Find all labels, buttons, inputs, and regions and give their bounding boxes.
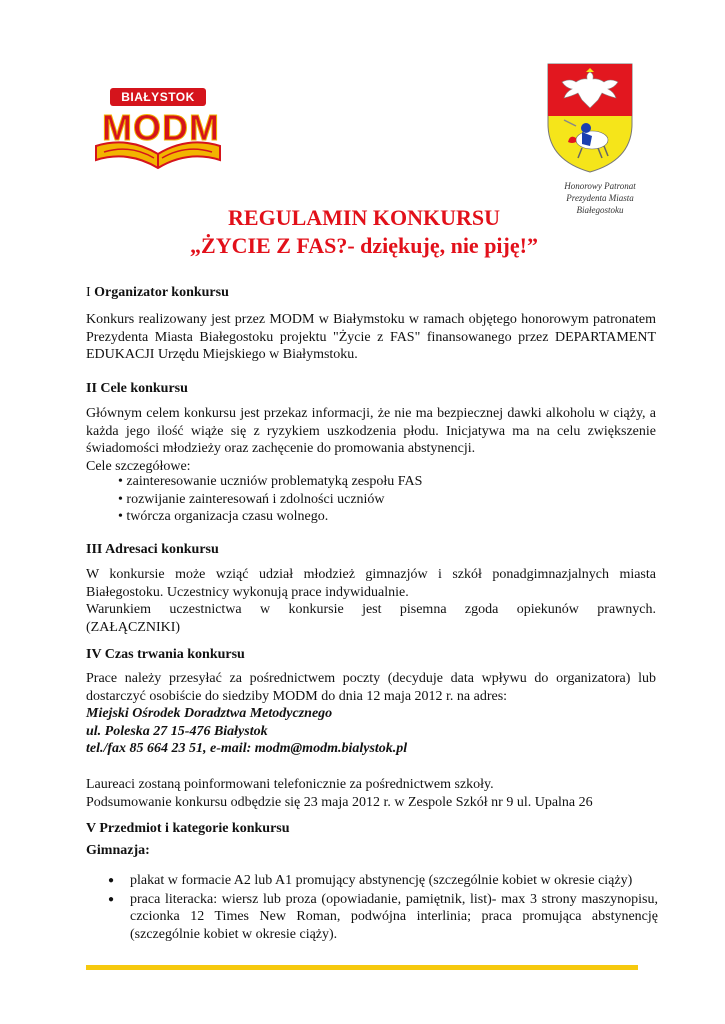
goals-sub-heading: Cele szczegółowe: xyxy=(86,459,191,474)
list-item: • twórcza organizacja czasu wolnego. xyxy=(118,509,329,524)
list-item: • rozwijanie zainteresowań i zdolności uczniów xyxy=(118,491,385,507)
section-heading-duration: IV Czas trwania konkursu xyxy=(86,647,245,662)
goals-list xyxy=(118,473,618,526)
section-notes: Laureaci zostaną poinformowani telefonicznie za pośrednictwem szkoły. Podsumowanie konkursu odbędzie się 23 maja 2012 r. w Zespole Szkół nr 9 ul. Upalna 26 xyxy=(86,777,593,810)
honorary-patronage-note: Honorowy Patronat Prezydenta Miasta Białegostoku xyxy=(564,181,636,215)
section-body-goals: Głównym celem konkursu jest przekaz informacji, że nie ma bezpiecznej dawki alkoholu w ciąży, a każda jego ilość wiąże się z ryzykiem uszkodzenia płodu. Inicjatywa ma na celu zwiększenie świadomości młodzieży oraz zachęcenie do promowania abstynencji. xyxy=(86,406,656,456)
logo-name: MODM xyxy=(102,107,220,148)
bialystok-coat-of-arms xyxy=(546,62,634,174)
category-list xyxy=(100,872,658,944)
footer-divider xyxy=(86,965,638,970)
bullet-icon: ● xyxy=(108,893,115,905)
section-body-organizer: Konkurs realizowany jest przez MODM w Białymstoku w ramach objętego honorowym patronatem Prezydenta Miasta Białegostoku projektu "Życie z FAS" finansowanego przez DEPARTAMENT EDUKACJI Urzędu Miejskiego w Białymstoku. xyxy=(86,312,656,362)
bullet-icon: ● xyxy=(108,875,115,886)
section-body-consent: Warunkiem uczestnictwa w konkursie jest pisemna zgoda opiekunów prawnych. (ZAŁĄCZNIKI) xyxy=(86,602,656,635)
section-heading-organizer: I Organizator konkursu xyxy=(86,285,229,300)
open-book-icon xyxy=(90,132,226,178)
list-item: ● plakat w formacie A2 lub A1 promujący abstynencję (szczególnie kobiet w okresie ciąży) xyxy=(108,873,633,888)
address-line-1: Miejski Ośrodek Doradztwa Metodycznego xyxy=(86,706,333,721)
section-body-duration: Prace należy przesyłać za pośrednictwem poczty (decyduje data wpływu do organizatora) lub dostarczyć osobiście do siedziby MODM do dnia 12 maja 2012 r. na adres: xyxy=(86,671,656,704)
address-line-3: tel./fax 85 664 23 51, e-mail: modm@modm.bialystok.pl xyxy=(86,741,408,756)
bullet-icon: • xyxy=(118,474,123,489)
section-heading-audience: III Adresaci konkursu xyxy=(86,542,219,557)
bullet-icon: • xyxy=(118,509,123,524)
section-heading-goals: II Cele konkursu xyxy=(86,381,188,396)
modm-logo xyxy=(90,88,226,178)
section-heading-categories: V Przedmiot i kategorie konkursu xyxy=(86,821,290,836)
bullet-icon: • xyxy=(118,491,123,507)
category-group-gimnazja: Gimnazja: xyxy=(86,843,150,858)
list-item: • zainteresowanie uczniów problematyką zespołu FAS xyxy=(118,474,423,489)
list-item: ● praca literacka: wiersz lub proza (opowiadanie, pamiętnik, list)- max 3 strony maszynopisu, czcionka 12 Times New Roman, podwójna interlinia; praca promująca abstynencję (szczególnie kobiet w okresie ciąży). xyxy=(108,891,658,942)
title-line-2: „ŻYCIE Z FAS?- dziękuję, nie piję!” xyxy=(190,233,538,258)
document-title xyxy=(90,204,638,260)
organizer-address xyxy=(86,705,656,758)
title-line-1: REGULAMIN KONKURSU xyxy=(228,205,500,230)
logo-city-badge: BIAŁYSTOK xyxy=(110,88,206,106)
section-body-audience: W konkursie może wziąć udział młodzież gimnazjów i szkół ponadgimnazjalnych miasta Białegostoku. Uczestnicy wykonują prace indywidualnie. xyxy=(86,567,656,600)
address-line-2: ul. Poleska 27 15-476 Białystok xyxy=(86,723,268,739)
